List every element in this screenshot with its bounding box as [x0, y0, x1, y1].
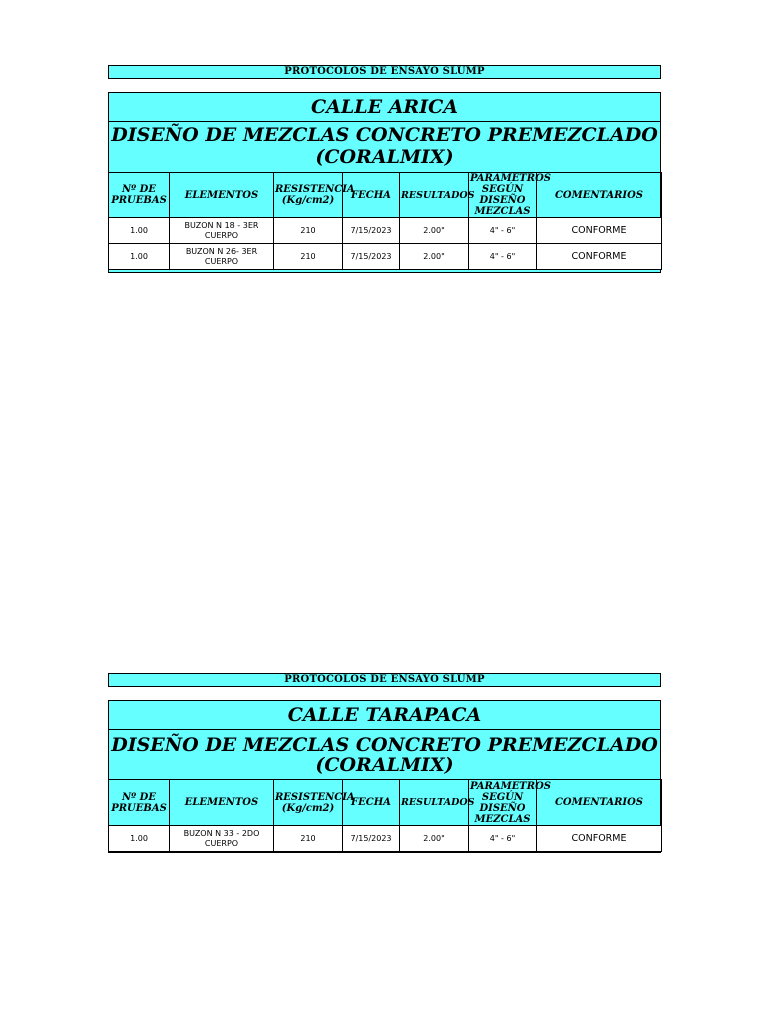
slump-table — [108, 779, 662, 852]
design-title-line1: DISEÑO DE MEZCLAS CONCRETO PREMEZCLADO — [111, 124, 658, 146]
header-n-pruebas: Nº DE PRUEBAS — [109, 173, 170, 218]
cell-result: 2.00" — [400, 826, 469, 852]
header-parametros: PARAMETROS SEGÚN DISEÑO MEZCLAS — [470, 173, 551, 217]
header-resistencia: RESISTENCIA (Kg/cm2) — [274, 780, 343, 826]
protocol-title: PROTOCOLOS DE ENSAYO SLUMP — [108, 65, 661, 79]
cell-date: 7/15/2023 — [343, 826, 400, 852]
cell-n: 1.00 — [109, 826, 170, 852]
header-comentarios: COMENTARIOS — [537, 173, 662, 218]
slump-table — [108, 172, 662, 270]
cell-element: BUZON N 26- 3ER CUERPO — [170, 244, 274, 270]
section-box — [108, 700, 661, 853]
table-row — [109, 244, 662, 270]
header-parametros: PARAMETROS SEGÚN DISEÑO MEZCLAS — [470, 780, 551, 825]
cell-comment: CONFORME — [537, 218, 662, 244]
cell-param: 4" - 6" — [469, 826, 537, 852]
protocol-title: PROTOCOLOS DE ENSAYO SLUMP — [108, 673, 661, 687]
header-elementos: ELEMENTOS — [170, 173, 274, 218]
cell-date: 7/15/2023 — [343, 244, 400, 270]
cell-n: 1.00 — [109, 244, 170, 270]
cell-result: 2.00" — [400, 218, 469, 244]
header-fecha: FECHA — [343, 173, 400, 218]
cell-resistance: 210 — [274, 218, 343, 244]
cell-date: 7/15/2023 — [343, 218, 400, 244]
cell-resistance: 210 — [274, 244, 343, 270]
table-row — [109, 218, 662, 244]
design-title-line1: DISEÑO DE MEZCLAS CONCRETO PREMEZCLADO — [111, 734, 658, 756]
cell-element: BUZON N 33 - 2DO CUERPO — [170, 826, 274, 852]
table-header-row — [109, 173, 662, 218]
cell-param: 4" - 6" — [469, 244, 537, 270]
header-resultados: RESULTADOS — [400, 173, 469, 218]
street-title: CALLE TARAPACA — [109, 701, 660, 730]
cell-comment: CONFORME — [537, 826, 662, 852]
cell-result: 2.00" — [400, 244, 469, 270]
section-box — [108, 92, 661, 273]
header-elementos: ELEMENTOS — [170, 780, 274, 826]
header-n-pruebas: Nº DE PRUEBAS — [109, 780, 170, 826]
street-title: CALLE ARICA — [109, 93, 660, 122]
table-row — [109, 826, 662, 852]
design-title-line2: (CORALMIX) — [315, 754, 454, 776]
design-title-line2: (CORALMIX) — [315, 146, 454, 168]
cell-element: BUZON N 18 - 3ER CUERPO — [170, 218, 274, 244]
table-header-row — [109, 780, 662, 826]
cell-comment: CONFORME — [537, 244, 662, 270]
header-fecha: FECHA — [343, 780, 400, 826]
header-comentarios: COMENTARIOS — [537, 780, 662, 826]
cell-param: 4" - 6" — [469, 218, 537, 244]
cell-resistance: 210 — [274, 826, 343, 852]
header-resultados: RESULTADOS — [400, 780, 469, 826]
header-resistencia: RESISTENCIA (Kg/cm2) — [274, 173, 343, 218]
cell-n: 1.00 — [109, 218, 170, 244]
